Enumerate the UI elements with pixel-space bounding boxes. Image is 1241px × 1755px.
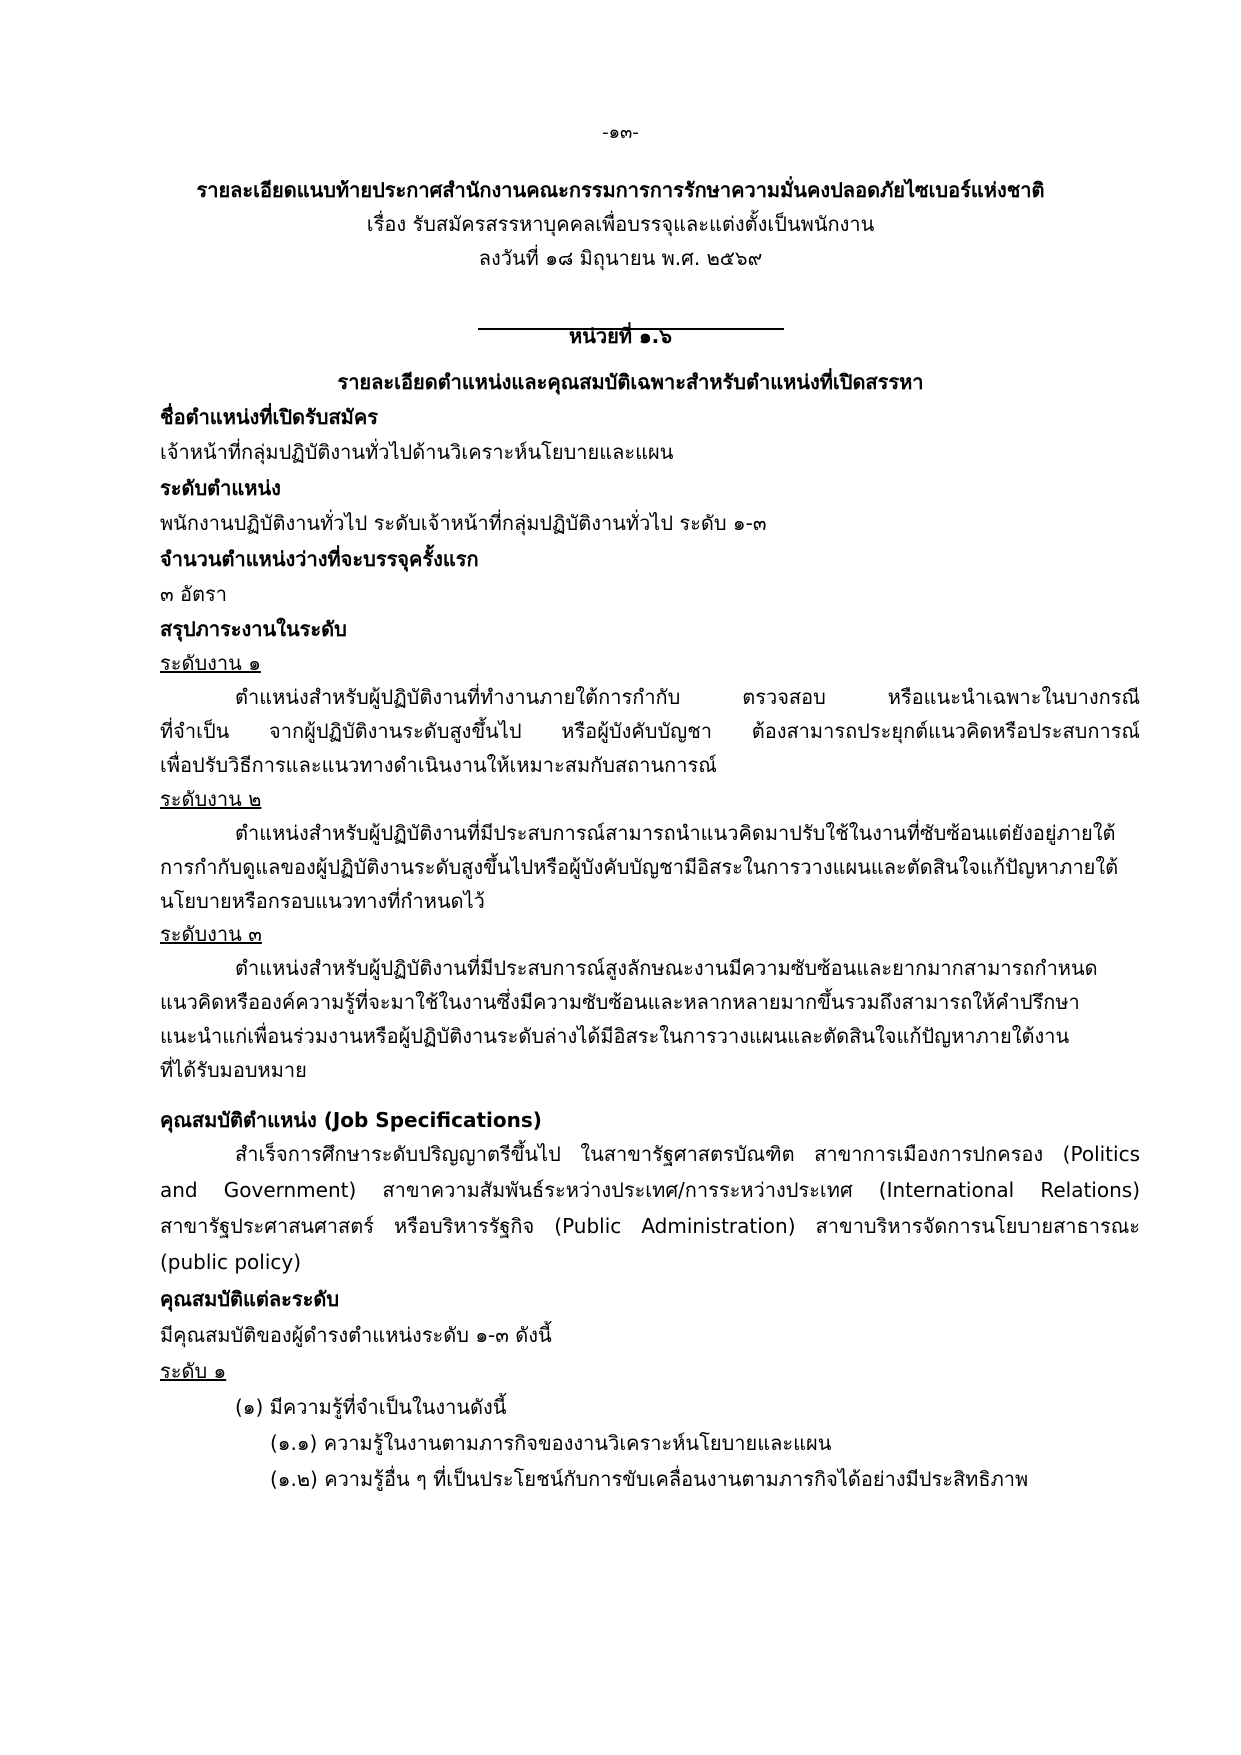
qualification-subitem: (๑.๑) ความรู้ในงานตามภารกิจของงานวิเคราะห์นโยบายและแผน xyxy=(270,1431,832,1455)
vacancy-count: ๓ อัตรา xyxy=(160,582,228,606)
position-level: พนักงานปฏิบัติงานทั่วไป ระดับเจ้าหน้าที่กลุ่มปฏิบัติงานทั่วไป ระดับ ๑-๓ xyxy=(160,511,767,535)
workload-level-1-line: เพื่อปรับวิธีการและแนวทางดำเนินงานให้เหมาะสมกับสถานการณ์ xyxy=(160,753,717,777)
qualification-subitem: (๑.๒) ความรู้อื่น ๆ ที่เป็นประโยชน์กับการขับเคลื่อนงานตามภารกิจได้อย่างมีประสิทธิภาพ xyxy=(270,1467,1029,1491)
workload-level-2-line: ตำแหน่งสำหรับผู้ปฏิบัติงานที่มีประสบการณ์สามารถนำแนวคิดมาปรับใช้ในงานที่ซับซ้อนแต่ยังอยู่ภายใต้ xyxy=(235,821,1116,845)
workload-level-3-line: ตำแหน่งสำหรับผู้ปฏิบัติงานที่มีประสบการณ์สูงลักษณะงานมีความซับซ้อนและยากมากสามารถกำหนด xyxy=(235,956,1098,980)
position-name-heading: ชื่อตำแหน่งที่เปิดรับสมัคร xyxy=(160,405,378,429)
page-number: -๑๓- xyxy=(602,122,639,143)
qualification-item: (๑) มีความรู้ที่จำเป็นในงานดังนี้ xyxy=(235,1395,507,1419)
job-spec-line: (public policy) xyxy=(160,1250,302,1274)
vacancy-heading: จำนวนตำแหน่งว่างที่จะบรรจุครั้งแรก xyxy=(160,547,479,571)
workload-heading: สรุปภาระงานในระดับ xyxy=(160,617,347,641)
workload-level-3-line: แนะนำแก่เพื่อนร่วมงานหรือผู้ปฏิบัติงานระดับล่างได้มีอิสระในการวางแผนและตัดสินใจแก้ปัญหาภายใต้งาน xyxy=(160,1024,1070,1048)
workload-level-2-label: ระดับงาน ๒ xyxy=(160,787,262,811)
workload-level-2-line: การกำกับดูแลของผู้ปฏิบัติงานระดับสูงขึ้นไปหรือผู้บังคับบัญชามีอิสระในการวางแผนและตัดสินใจแก้ปัญหาภายใต้ xyxy=(160,855,1119,879)
job-spec-heading: คุณสมบัติตำแหน่ง (Job Specifications) xyxy=(160,1108,542,1132)
qualifications-intro: มีคุณสมบัติของผู้ดำรงตำแหน่งระดับ ๑-๓ ดังนี้ xyxy=(160,1323,552,1347)
job-spec-line: สำเร็จการศึกษาระดับปริญญาตรีขึ้นไป ในสาขารัฐศาสตรบัณฑิต สาขาการเมืองการปกครอง (Politics xyxy=(235,1142,1140,1166)
unit-subtitle: รายละเอียดตำแหน่งและคุณสมบัติเฉพาะสำหรับตำแหน่งที่เปิดสรรหา xyxy=(337,370,924,394)
job-spec-line: สาขารัฐประศาสนศาสตร์ หรือบริหารรัฐกิจ (Public Administration) สาขาบริหารจัดการนโยบายสาธารณะ xyxy=(160,1214,1140,1238)
workload-level-3-line: ที่ได้รับมอบหมาย xyxy=(160,1058,307,1082)
job-spec-line: and Government) สาขาความสัมพันธ์ระหว่างประเทศ/การระหว่างประเทศ (International Relations) xyxy=(160,1178,1140,1202)
workload-level-2-line: นโยบายหรือกรอบแนวทางที่กำหนดไว้ xyxy=(160,889,485,913)
workload-level-1-line: ที่จำเป็น จากผู้ปฏิบัติงานระดับสูงขึ้นไป หรือผู้บังคับบัญชา ต้องสามารถประยุกต์แนวคิดหรือประสบการณ์ xyxy=(160,719,1140,743)
qualifications-heading: คุณสมบัติแต่ละระดับ xyxy=(160,1287,340,1311)
workload-level-1-line: ตำแหน่งสำหรับผู้ปฏิบัติงานที่ทำงานภายใต้การกำกับ ตรวจสอบ หรือแนะนำเฉพาะในบางกรณี xyxy=(235,685,1140,709)
document-subject: เรื่อง รับสมัครสรรหาบุคคลเพื่อบรรจุและแต่งตั้งเป็นพนักงาน xyxy=(366,212,875,236)
workload-level-3-label: ระดับงาน ๓ xyxy=(160,922,262,946)
workload-level-3-line: แนวคิดหรือองค์ความรู้ที่จะมาใช้ในงานซึ่งมีความซับซ้อนและหลากหลายมากขึ้นรวมถึงสามารถให้คำปรึกษา xyxy=(160,990,1080,1014)
position-level-heading: ระดับตำแหน่ง xyxy=(160,476,281,500)
workload-level-1-label: ระดับงาน ๑ xyxy=(160,651,261,675)
position-name: เจ้าหน้าที่กลุ่มปฏิบัติงานทั่วไปด้านวิเคราะห์นโยบายและแผน xyxy=(160,440,674,464)
qualification-level-1-label: ระดับ ๑ xyxy=(160,1359,227,1383)
unit-title: หน่วยที่ ๑.๖ xyxy=(569,324,672,348)
document-title: รายละเอียดแนบท้ายประกาศสำนักงานคณะกรรมการการรักษาความมั่นคงปลอดภัยไซเบอร์แห่งชาติ xyxy=(196,178,1045,202)
document-date: ลงวันที่ ๑๘ มิถุนายน พ.ศ. ๒๕๖๙ xyxy=(478,246,763,270)
